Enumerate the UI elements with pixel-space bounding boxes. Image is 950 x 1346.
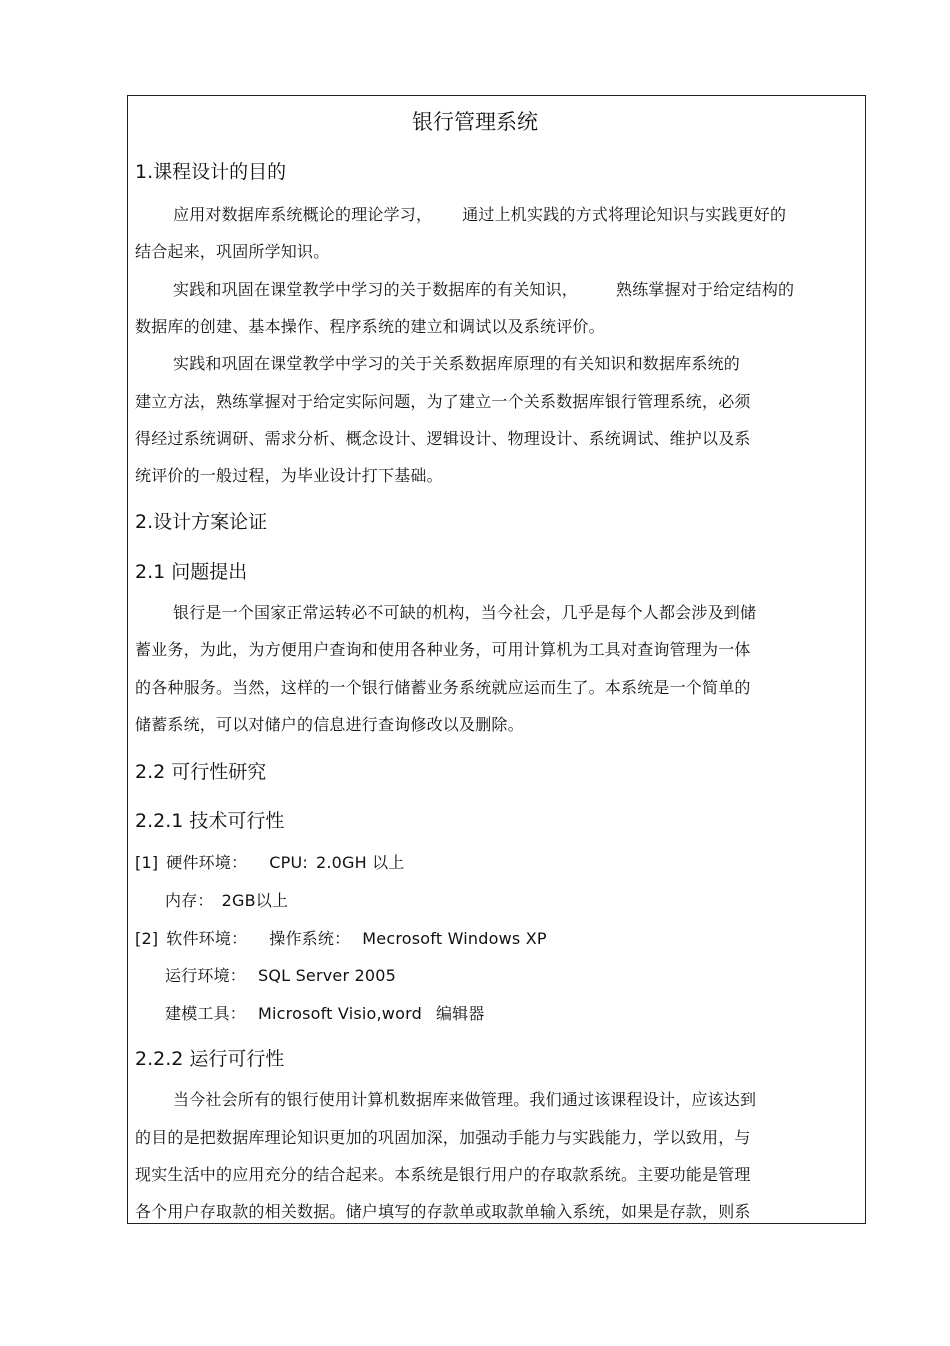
section-1-heading: 1.课程设计的目的 bbox=[135, 161, 287, 183]
paragraph-line: 银行是一个国家正常运转必不可缺的机构，当今社会，几乎是每个人都会涉及到储 bbox=[173, 603, 757, 622]
section-2-2-heading: 2.2 可行性研究 bbox=[135, 761, 267, 783]
document-title: 银行管理系统 bbox=[412, 110, 538, 134]
section-2-heading: 2.设计方案论证 bbox=[135, 511, 268, 533]
modeling-suffix: 编辑器 bbox=[435, 1004, 485, 1023]
cpu-label: CPU: bbox=[269, 853, 309, 872]
paragraph-line: 储蓄系统，可以对储户的信息进行查询修改以及删除。 bbox=[135, 715, 524, 734]
paragraph-line: 的目的是把数据库理论知识更加的巩固加深，加强动手能力与实践能力，学以致用，与 bbox=[135, 1128, 751, 1147]
memory-value: 2GB以上 bbox=[221, 891, 289, 910]
paragraph-line: 现实生活中的应用充分的结合起来。本系统是银行用户的存取款系统。主要功能是管理 bbox=[135, 1165, 751, 1184]
runtime-label: 运行环境： bbox=[165, 966, 247, 985]
section-2-2-1-heading: 2.2.1 技术可行性 bbox=[135, 810, 285, 832]
text-span: 通过上机实践的方式将理论知识与实践更好的 bbox=[462, 205, 787, 224]
memory-line bbox=[165, 888, 288, 911]
software-line bbox=[135, 926, 547, 949]
paragraph-line bbox=[173, 277, 794, 300]
section-2-2-2-heading: 2.2.2 运行可行性 bbox=[135, 1048, 285, 1070]
paragraph-line: 当今社会所有的银行使用计算机数据库来做管理。我们通过该课程设计，应该达到 bbox=[173, 1090, 757, 1109]
runtime-line bbox=[165, 963, 396, 986]
os-value: Mecrosoft Windows XP bbox=[362, 929, 547, 948]
os-label: 操作系统： bbox=[269, 929, 351, 948]
paragraph-line: 结合起来，巩固所学知识。 bbox=[135, 242, 330, 261]
text-span: 实践和巩固在课堂教学中学习的关于数据库的有关知识， bbox=[173, 280, 579, 299]
section-2-1-heading: 2.1 问题提出 bbox=[135, 561, 248, 583]
hardware-line bbox=[135, 850, 405, 873]
paragraph-line: 统评价的一般过程，为毕业设计打下基础。 bbox=[135, 466, 443, 485]
paragraph-line: 各个用户存取款的相关数据。储户填写的存款单或取款单输入系统，如果是存款，则系 bbox=[135, 1202, 751, 1221]
runtime-value: SQL Server 2005 bbox=[258, 966, 397, 985]
software-label: 软件环境： bbox=[166, 929, 248, 948]
text-span: 应用对数据库系统概论的理论学习， bbox=[173, 205, 433, 224]
paragraph-line: 蓄业务，为此，为方便用户查询和使用各种业务，可用计算机为工具对查询管理为一体 bbox=[135, 640, 751, 659]
paragraph-line: 建立方法，熟练掌握对于给定实际问题，为了建立一个关系数据库银行管理系统，必须 bbox=[135, 392, 751, 411]
text-span: 熟练掌握对于给定结构的 bbox=[616, 280, 795, 299]
hardware-label: 硬件环境： bbox=[166, 853, 248, 872]
paragraph-line: 的各种服务。当然，这样的一个银行储蓄业务系统就应运而生了。本系统是一个简单的 bbox=[135, 678, 751, 697]
cpu-value: 2.0GH 以上 bbox=[316, 853, 405, 872]
modeling-value: Microsoft Visio,word bbox=[258, 1004, 422, 1023]
paragraph-line: 得经过系统调研、需求分析、概念设计、逻辑设计、物理设计、系统调试、维护以及系 bbox=[135, 429, 751, 448]
memory-label: 内存： bbox=[165, 891, 214, 910]
paragraph-line: 实践和巩固在课堂教学中学习的关于关系数据库原理的有关知识和数据库系统的 bbox=[173, 354, 741, 373]
modeling-label: 建模工具： bbox=[165, 1004, 247, 1023]
paragraph-line bbox=[173, 202, 786, 225]
modeling-line bbox=[165, 1001, 485, 1024]
list-number: [2] bbox=[135, 929, 159, 948]
paragraph-line: 数据库的创建、基本操作、程序系统的建立和调试以及系统评价。 bbox=[135, 317, 605, 336]
list-number: [1] bbox=[135, 853, 159, 872]
